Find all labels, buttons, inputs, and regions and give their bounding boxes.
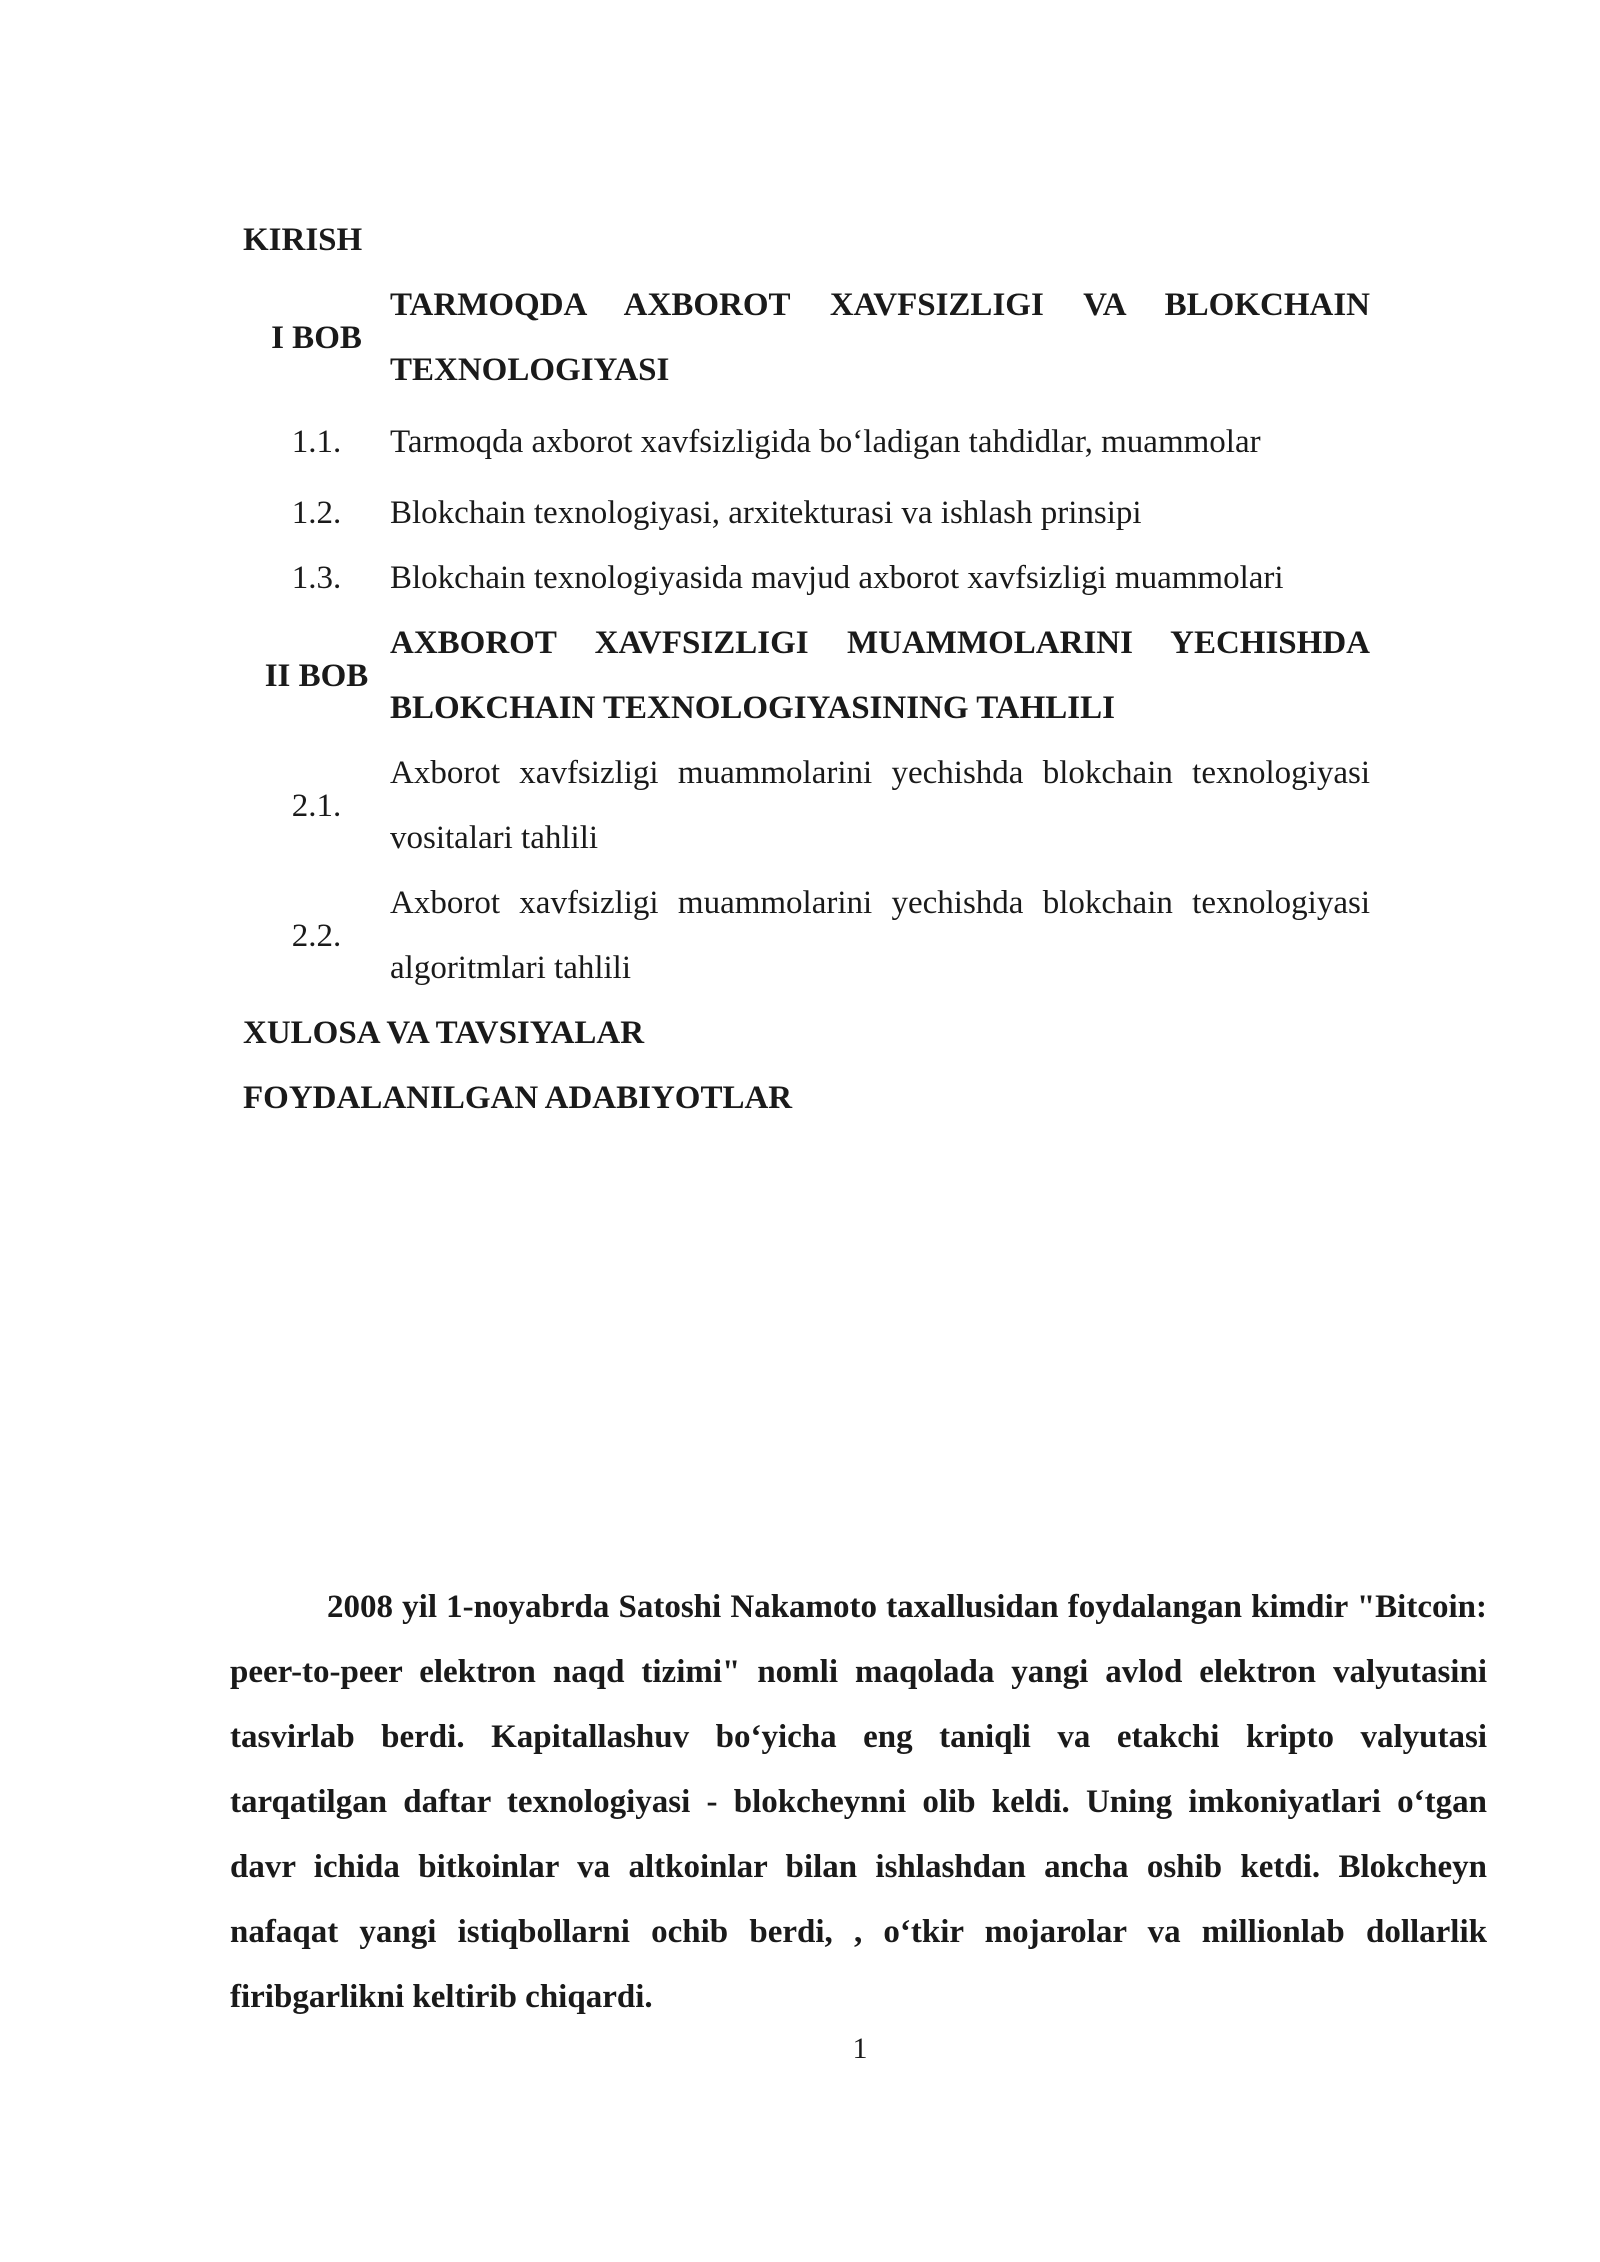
chapter-1-title: TARMOQDA AXBOROT XAVFSIZLIGI VA BLOKCHAIN TEXNOLOGIYASI bbox=[390, 287, 1370, 388]
chapter-1-label: I BOB bbox=[271, 319, 362, 356]
toc-intro: KIRISH bbox=[243, 222, 363, 258]
section-title: Blokchain texnologiyasida mavjud axborot xavfsizligi muammolari bbox=[390, 560, 1284, 596]
toc-chapter-1 bbox=[243, 273, 1370, 403]
body-paragraph: 2008 yil 1-noyabrda Satoshi Nakamoto taxallusidan foydalangan kimdir "Bitcoin: peer-to-peer elektron naqd tizimi" nomli maqolada yangi avlod elektron valyutasini tasvirlab berdi. Kapitallashuv bo‘yicha eng taniqli va etakchi kripto valyutasi tarqatilgan daftar texnologiyasi - blokcheynni olib keldi. Uning imkoniyatlari o‘tgan davr ichida bitkoinlar va altkoinlar bilan ishlashdan ancha oshib ketdi. Blokcheyn nafaqat yangi istiqbollarni ochib berdi, , o‘tkir mojarolar va millionlab dollarlik firibgarlikni keltirib chiqardi. bbox=[230, 1589, 1487, 2015]
section-number: 1.2. bbox=[291, 495, 342, 531]
section-title: Blokchain texnologiyasi, arxitekturasi va ishlash prinsipi bbox=[390, 495, 1142, 531]
section-number: 2.1. bbox=[291, 787, 342, 824]
section-number: 1.1. bbox=[291, 423, 342, 460]
toc-section-1-1 bbox=[243, 403, 1370, 481]
page-number: 1 bbox=[852, 2032, 868, 2065]
toc-references: FOYDALANILGAN ADABIYOTLAR bbox=[243, 1080, 793, 1116]
section-title: Axborot xavfsizligi muammolarini yechishda blokchain texnologiyasi vositalari tahlili bbox=[390, 755, 1370, 856]
chapter-2-title: AXBOROT XAVFSIZLIGI MUAMMOLARINI YECHISHDA BLOKCHAIN TEXNOLOGIYASINING TAHLILI bbox=[390, 625, 1370, 726]
table-of-contents bbox=[243, 208, 1370, 1131]
toc-section-2-1 bbox=[243, 741, 1370, 871]
toc-section-1-3 bbox=[243, 546, 1370, 611]
section-title: Tarmoqda axborot xavfsizligida bo‘ladigan tahdidlar, muammolar bbox=[390, 424, 1261, 460]
toc-chapter-2 bbox=[243, 611, 1370, 741]
toc-section-1-2 bbox=[243, 481, 1370, 546]
toc-section-2-2 bbox=[243, 871, 1370, 1001]
chapter-2-label: II BOB bbox=[264, 657, 369, 694]
section-title: Axborot xavfsizligi muammolarini yechishda blokchain texnologiyasi algoritmlari tahlili bbox=[390, 885, 1370, 986]
toc-conclusion: XULOSA VA TAVSIYALAR bbox=[243, 1015, 645, 1051]
section-number: 2.2. bbox=[291, 917, 342, 954]
section-number: 1.3. bbox=[291, 560, 342, 596]
